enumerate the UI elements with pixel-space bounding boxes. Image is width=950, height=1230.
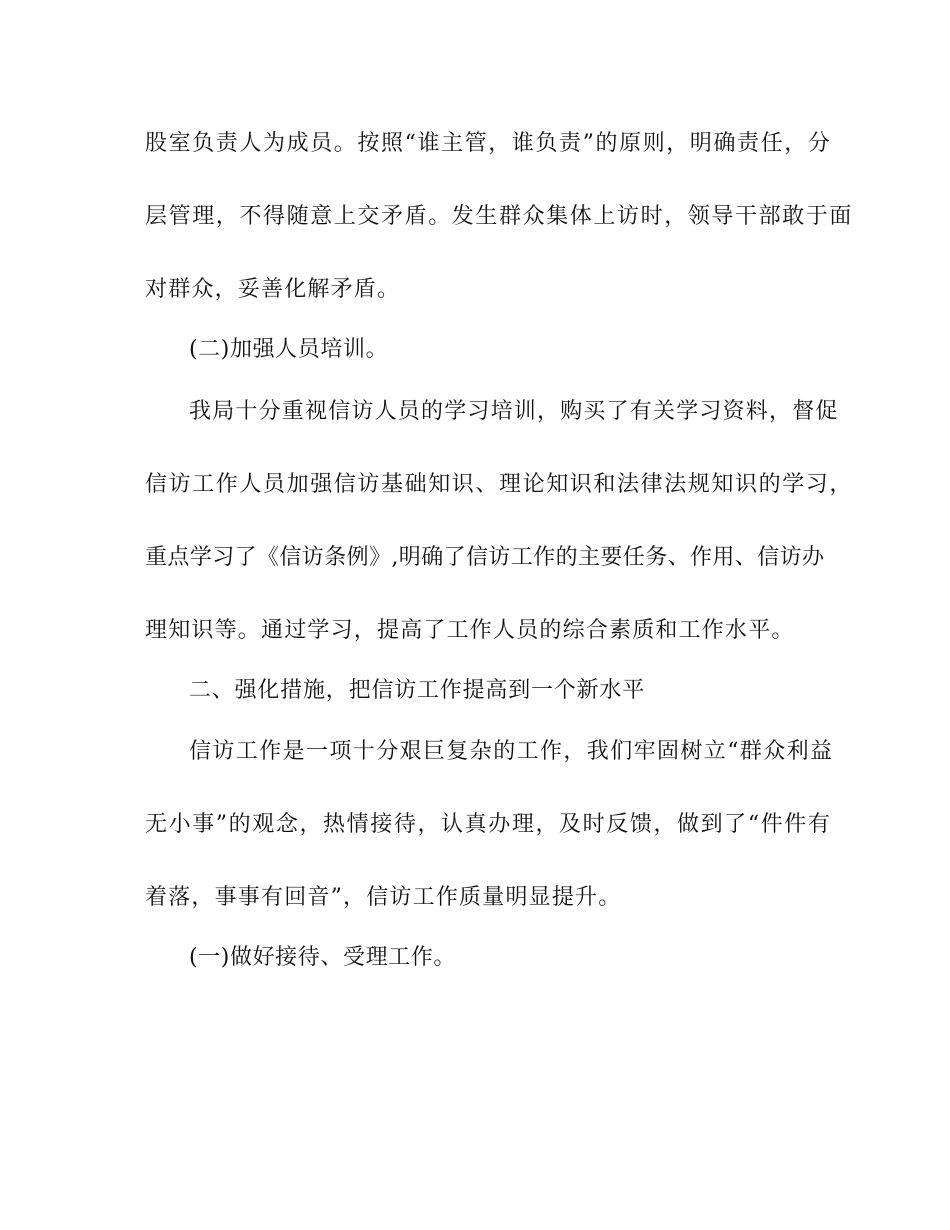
- paragraph-line: 信访工作是一项十分艰巨复杂的工作，我们牢固树立“群众利益: [189, 739, 834, 764]
- paragraph-line: 重点学习了《信访条例》,明确了信访工作的主要任务、作用、信访办: [145, 545, 825, 570]
- paragraph-line: 信访工作人员加强信访基础知识、理论知识和法律法规知识的学习，: [145, 472, 854, 497]
- paragraph-line: 着落，事事有回音”，信访工作质量明显提升。: [145, 885, 622, 910]
- paragraph-line: 我局十分重视信访人员的学习培训，购买了有关学习资料，督促: [189, 399, 839, 424]
- paragraph-line: 理知识等。通过学习，提高了工作人员的综合素质和工作水平。: [145, 618, 795, 643]
- section-heading-line: 二、强化措施，把信访工作提高到一个新水平: [189, 678, 646, 703]
- subheading-line: (二)加强人员培训。: [189, 337, 389, 362]
- paragraph-line: 股室负责人为成员。按照“谁主管，谁负责”的原则，明确责任，分: [145, 131, 832, 156]
- paragraph-line: 层管理，不得随意上交矛盾。发生群众集体上访时，领导干部敢于面: [145, 204, 854, 229]
- subheading-line: (一)做好接待、受理工作。: [189, 945, 456, 970]
- paragraph-line: 无小事”的观念，热情接待，认真办理，及时反馈，做到了“件件有: [145, 812, 832, 837]
- paragraph-line: 对群众，妥善化解矛盾。: [145, 277, 401, 302]
